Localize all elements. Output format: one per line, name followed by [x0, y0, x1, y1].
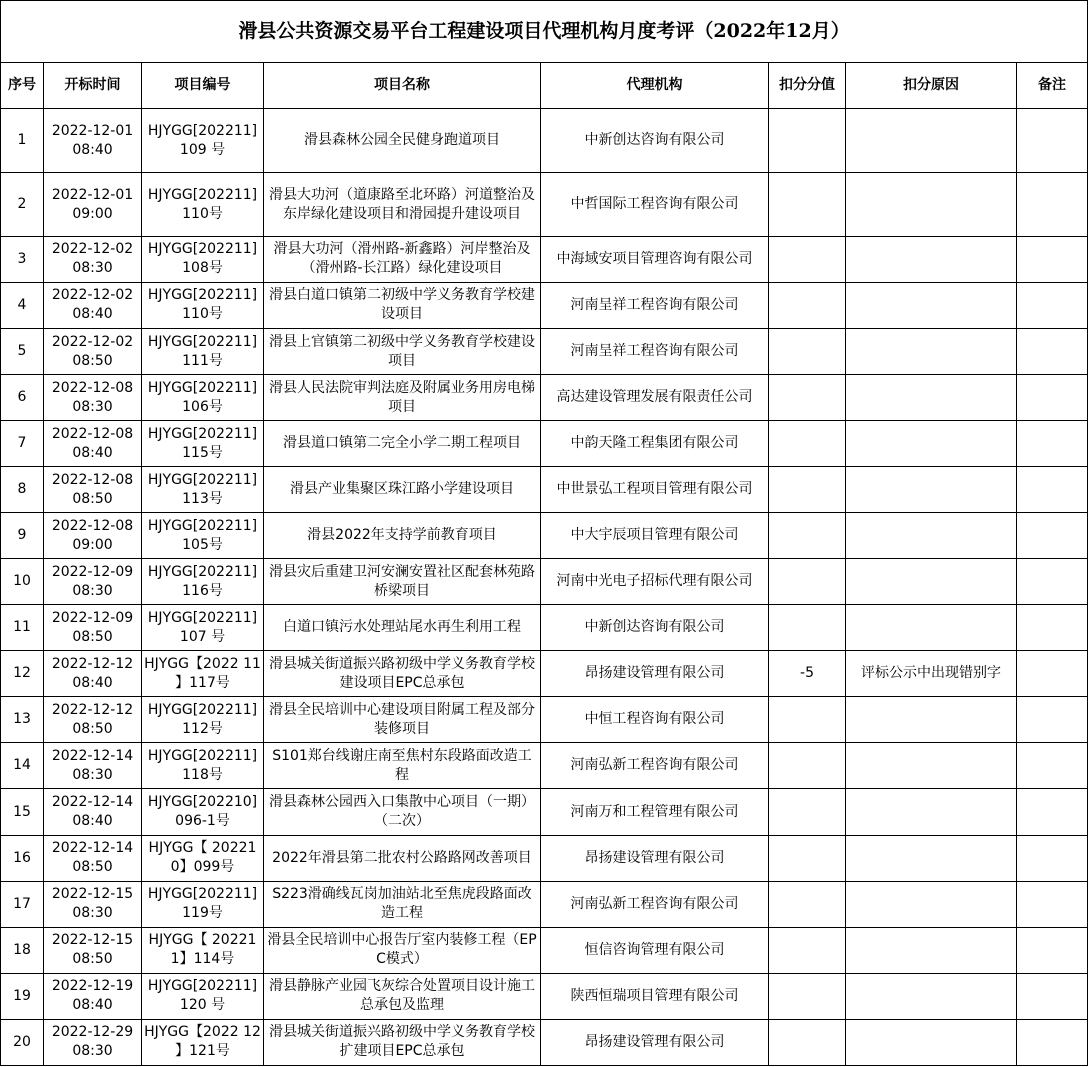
open-time: 09:00: [72, 205, 113, 222]
cell-no: 2: [1, 173, 44, 236]
cell-project-name: 滑县人民法院审判法庭及附属业务用房电梯项目: [264, 375, 541, 421]
cell-reason: [846, 513, 1017, 559]
cell-project-code: HJYGG[202211] 115号: [142, 421, 264, 467]
open-time: 08:40: [72, 813, 113, 829]
cell-note: [1017, 697, 1088, 743]
table-row: [1, 651, 1088, 697]
column-header-open-time: 开标时间: [44, 63, 142, 109]
open-time: 08:40: [72, 997, 113, 1014]
open-date: 2022-12-08: [51, 425, 134, 442]
open-date: 2022-12-08: [51, 471, 134, 488]
open-date: 2022-12-01: [51, 122, 134, 139]
open-date: 2022-12-19: [51, 978, 134, 995]
cell-open-time: [44, 513, 142, 559]
cell-note: [1017, 1019, 1088, 1065]
open-time: 08:30: [72, 905, 113, 922]
cell-open-time: [44, 559, 142, 605]
cell-open-time: [44, 743, 142, 789]
cell-no: 5: [1, 329, 44, 375]
cell-project-name: 滑县森林公园全民健身跑道项目: [264, 109, 541, 173]
cell-project-name: 滑县2022年支持学前教育项目: [264, 513, 541, 559]
cell-project-code: HJYGG[202211] 116号: [142, 559, 264, 605]
cell-project-code: HJYGG[202211] 111号: [142, 329, 264, 375]
cell-reason: [846, 282, 1017, 328]
cell-deduction: [769, 173, 846, 236]
open-date: 2022-12-14: [51, 794, 134, 810]
open-date: 2022-12-09: [51, 563, 134, 580]
open-date: 2022-12-12: [51, 655, 134, 672]
cell-open-time: [44, 605, 142, 651]
cell-note: [1017, 605, 1088, 651]
cell-deduction: [769, 375, 846, 421]
cell-project-name: 滑县上官镇第二初级中学义务教育学校建设项目: [264, 329, 541, 375]
cell-agency: 高达建设管理发展有限责任公司: [541, 375, 769, 421]
column-header-project-name: 项目名称: [264, 63, 541, 109]
cell-reason: [846, 789, 1017, 835]
cell-deduction: [769, 927, 846, 973]
cell-note: [1017, 559, 1088, 605]
cell-open-time: [44, 467, 142, 513]
cell-project-code: HJYGG[202211] 113号: [142, 467, 264, 513]
open-time: 08:30: [72, 1043, 113, 1060]
cell-reason: [846, 375, 1017, 421]
header-row: [1, 63, 1088, 109]
open-time: 08:30: [72, 260, 113, 277]
cell-note: [1017, 329, 1088, 375]
cell-project-code: HJYGG[202211] 109 号: [142, 109, 264, 173]
cell-open-time: [44, 375, 142, 421]
cell-agency: 昂扬建设管理有限公司: [541, 835, 769, 881]
open-time: 09:00: [72, 536, 113, 553]
cell-open-time: [44, 236, 142, 282]
cell-agency: 河南中光电子招标代理有限公司: [541, 559, 769, 605]
cell-project-code: HJYGG[202211] 110号: [142, 282, 264, 328]
cell-reason: [846, 109, 1017, 173]
cell-note: [1017, 881, 1088, 927]
table-row: [1, 697, 1088, 743]
table-row: [1, 605, 1088, 651]
cell-project-name: 滑县灾后重建卫河安澜安置社区配套林苑路桥梁项目: [264, 559, 541, 605]
open-time: 08:50: [72, 628, 113, 645]
cell-open-time: [44, 173, 142, 236]
open-date: 2022-12-08: [51, 379, 134, 396]
open-time: 08:50: [72, 720, 113, 737]
open-date: 2022-12-02: [51, 333, 134, 350]
open-time: 08:40: [72, 674, 113, 691]
table-row: [1, 513, 1088, 559]
cell-note: [1017, 282, 1088, 328]
cell-agency: 河南呈祥工程咨询有限公司: [541, 282, 769, 328]
cell-deduction: [769, 697, 846, 743]
table-row: [1, 236, 1088, 282]
cell-deduction: [769, 421, 846, 467]
cell-reason: [846, 559, 1017, 605]
open-date: 2022-12-02: [51, 241, 134, 258]
open-time: 08:40: [72, 444, 113, 461]
cell-project-name: 滑县道口镇第二完全小学二期工程项目: [264, 421, 541, 467]
cell-agency: 中大宇辰项目管理有限公司: [541, 513, 769, 559]
cell-no: 14: [1, 743, 44, 789]
open-date: 2022-12-29: [51, 1024, 134, 1041]
open-date: 2022-12-01: [51, 186, 134, 203]
cell-no: 19: [1, 973, 44, 1019]
table-row: [1, 375, 1088, 421]
cell-note: [1017, 467, 1088, 513]
cell-project-name: 白道口镇污水处理站尾水再生利用工程: [264, 605, 541, 651]
open-time: 08:50: [72, 352, 113, 369]
table-row: [1, 329, 1088, 375]
open-date: 2022-12-12: [51, 701, 134, 718]
cell-no: 17: [1, 881, 44, 927]
cell-note: [1017, 927, 1088, 973]
cell-deduction: [769, 236, 846, 282]
column-header-agency: 代理机构: [541, 63, 769, 109]
cell-note: [1017, 109, 1088, 173]
cell-reason: [846, 1019, 1017, 1065]
cell-project-code: HJYGG[202210] 096-1号: [142, 789, 264, 835]
cell-deduction: -5: [769, 651, 846, 697]
open-time: 08:50: [72, 951, 113, 968]
cell-project-name: 滑县产业集聚区珠江路小学建设项目: [264, 467, 541, 513]
cell-deduction: [769, 467, 846, 513]
cell-agency: 中哲国际工程咨询有限公司: [541, 173, 769, 236]
cell-reason: [846, 973, 1017, 1019]
cell-open-time: [44, 697, 142, 743]
cell-project-name: 滑县静脉产业园飞灰综合处置项目设计施工总承包及监理: [264, 973, 541, 1019]
cell-project-code: HJYGG[202211] 105号: [142, 513, 264, 559]
page-title: 滑县公共资源交易平台工程建设项目代理机构月度考评（2022年12月）: [1, 1, 1088, 63]
cell-no: 11: [1, 605, 44, 651]
open-time: 08:40: [72, 141, 113, 158]
cell-project-code: HJYGG[202211] 119号: [142, 881, 264, 927]
cell-project-code: HJYGG【2022 12 】121号: [142, 1019, 264, 1065]
cell-agency: 昂扬建设管理有限公司: [541, 651, 769, 697]
table-row: [1, 421, 1088, 467]
cell-deduction: [769, 559, 846, 605]
cell-project-code: HJYGG[202211] 112号: [142, 697, 264, 743]
cell-no: 9: [1, 513, 44, 559]
cell-deduction: [769, 789, 846, 835]
open-date: 2022-12-15: [51, 932, 134, 949]
cell-project-code: HJYGG[202211] 108号: [142, 236, 264, 282]
cell-note: [1017, 173, 1088, 236]
cell-agency: 陕西恒瑞项目管理有限公司: [541, 973, 769, 1019]
cell-no: 8: [1, 467, 44, 513]
cell-agency: 中海域安项目管理咨询有限公司: [541, 236, 769, 282]
cell-project-code: HJYGG【 202211】114号: [142, 927, 264, 973]
cell-note: [1017, 973, 1088, 1019]
cell-project-name: S223滑确线瓦岗加油站北至焦虎段路面改造工程: [264, 881, 541, 927]
cell-project-code: HJYGG【 202210】099号: [142, 835, 264, 881]
cell-agency: 中新创达咨询有限公司: [541, 109, 769, 173]
cell-project-name: 滑县城关街道振兴路初级中学义务教育学校扩建项目EPC总承包: [264, 1019, 541, 1065]
open-date: 2022-12-02: [51, 287, 134, 304]
table-row: [1, 881, 1088, 927]
cell-project-name: 滑县全民培训中心报告厅室内装修工程（EPC模式）: [264, 927, 541, 973]
cell-agency: 河南呈祥工程咨询有限公司: [541, 329, 769, 375]
cell-note: [1017, 421, 1088, 467]
cell-open-time: [44, 973, 142, 1019]
cell-deduction: [769, 881, 846, 927]
open-time: 08:30: [72, 766, 113, 783]
table-row: [1, 559, 1088, 605]
column-header-deduction: 扣分分值: [769, 63, 846, 109]
cell-deduction: [769, 1019, 846, 1065]
cell-agency: 中恒工程咨询有限公司: [541, 697, 769, 743]
cell-no: 3: [1, 236, 44, 282]
cell-open-time: [44, 1019, 142, 1065]
cell-project-name: S101郑台线谢庄南至焦村东段路面改造工程: [264, 743, 541, 789]
cell-note: [1017, 375, 1088, 421]
cell-project-name: 滑县大功河（滑州路-新鑫路）河岸整治及（滑州路-长江路）绿化建设项目: [264, 236, 541, 282]
cell-project-code: HJYGG[202211] 107 号: [142, 605, 264, 651]
cell-agency: 河南万和工程管理有限公司: [541, 789, 769, 835]
column-header-reason: 扣分原因: [846, 63, 1017, 109]
cell-reason: [846, 329, 1017, 375]
column-header-note: 备注: [1017, 63, 1088, 109]
cell-agency: 昂扬建设管理有限公司: [541, 1019, 769, 1065]
open-date: 2022-12-08: [51, 517, 134, 534]
open-date: 2022-12-14: [51, 747, 134, 764]
open-time: 08:30: [72, 398, 113, 415]
cell-open-time: [44, 881, 142, 927]
table-row: [1, 973, 1088, 1019]
table-row: [1, 109, 1088, 173]
open-date: 2022-12-09: [51, 609, 134, 626]
cell-agency: 中新创达咨询有限公司: [541, 605, 769, 651]
cell-agency: 中韵天隆工程集团有限公司: [541, 421, 769, 467]
cell-reason: [846, 743, 1017, 789]
cell-no: 16: [1, 835, 44, 881]
cell-reason: [846, 697, 1017, 743]
open-date: 2022-12-14: [51, 840, 134, 857]
cell-deduction: [769, 513, 846, 559]
cell-open-time: [44, 329, 142, 375]
cell-no: 12: [1, 651, 44, 697]
cell-deduction: [769, 835, 846, 881]
cell-project-name: 2022年滑县第二批农村公路路网改善项目: [264, 835, 541, 881]
cell-project-code: HJYGG[202211] 106号: [142, 375, 264, 421]
cell-reason: [846, 927, 1017, 973]
cell-reason: [846, 173, 1017, 236]
cell-open-time: [44, 927, 142, 973]
cell-open-time: [44, 282, 142, 328]
cell-deduction: [769, 282, 846, 328]
cell-no: 4: [1, 282, 44, 328]
cell-note: [1017, 835, 1088, 881]
open-time: 08:50: [72, 490, 113, 507]
cell-project-name: 滑县大功河（道康路至北环路）河道整治及东岸绿化建设项目和滑园提升建设项目: [264, 173, 541, 236]
cell-agency: 恒信咨询管理有限公司: [541, 927, 769, 973]
cell-open-time: [44, 789, 142, 835]
cell-note: [1017, 513, 1088, 559]
cell-reason: 评标公示中出现错别字: [846, 651, 1017, 697]
cell-open-time: [44, 421, 142, 467]
cell-reason: [846, 236, 1017, 282]
cell-open-time: [44, 835, 142, 881]
cell-reason: [846, 835, 1017, 881]
cell-note: [1017, 236, 1088, 282]
cell-open-time: [44, 651, 142, 697]
cell-note: [1017, 651, 1088, 697]
cell-deduction: [769, 605, 846, 651]
cell-no: 18: [1, 927, 44, 973]
cell-project-code: HJYGG[202211] 110号: [142, 173, 264, 236]
cell-note: [1017, 743, 1088, 789]
table-row: [1, 927, 1088, 973]
cell-deduction: [769, 973, 846, 1019]
table-row: [1, 1019, 1088, 1065]
cell-agency: 河南弘新工程咨询有限公司: [541, 743, 769, 789]
column-header-project-code: 项目编号: [142, 63, 264, 109]
cell-agency: 河南弘新工程咨询有限公司: [541, 881, 769, 927]
cell-reason: [846, 881, 1017, 927]
open-time: 08:50: [72, 859, 113, 876]
cell-no: 20: [1, 1019, 44, 1065]
table-row: [1, 173, 1088, 236]
table-body: [1, 109, 1088, 1066]
cell-project-name: 滑县城关街道振兴路初级中学义务教育学校建设项目EPC总承包: [264, 651, 541, 697]
cell-project-code: HJYGG【2022 11 】117号: [142, 651, 264, 697]
table-row: [1, 789, 1088, 835]
cell-agency: 中世景弘工程项目管理有限公司: [541, 467, 769, 513]
column-header-no: 序号: [1, 63, 44, 109]
table-row: [1, 743, 1088, 789]
cell-no: 7: [1, 421, 44, 467]
cell-note: [1017, 789, 1088, 835]
table-row: [1, 835, 1088, 881]
cell-deduction: [769, 329, 846, 375]
cell-deduction: [769, 743, 846, 789]
cell-project-name: 滑县森林公园西入口集散中心项目（一期）（二次）: [264, 789, 541, 835]
cell-project-name: 滑县全民培训中心建设项目附属工程及部分装修项目: [264, 697, 541, 743]
cell-deduction: [769, 109, 846, 173]
cell-project-code: HJYGG[202211] 118号: [142, 743, 264, 789]
open-date: 2022-12-15: [51, 886, 134, 903]
cell-project-name: 滑县白道口镇第二初级中学义务教育学校建设项目: [264, 282, 541, 328]
cell-no: 10: [1, 559, 44, 605]
table-row: [1, 467, 1088, 513]
cell-no: 15: [1, 789, 44, 835]
cell-no: 1: [1, 109, 44, 173]
open-time: 08:40: [72, 306, 113, 323]
cell-open-time: [44, 109, 142, 173]
cell-no: 13: [1, 697, 44, 743]
cell-project-code: HJYGG[202211] 120 号: [142, 973, 264, 1019]
open-time: 08:30: [72, 582, 113, 599]
table-row: [1, 282, 1088, 328]
cell-reason: [846, 605, 1017, 651]
cell-reason: [846, 421, 1017, 467]
cell-reason: [846, 467, 1017, 513]
cell-no: 6: [1, 375, 44, 421]
